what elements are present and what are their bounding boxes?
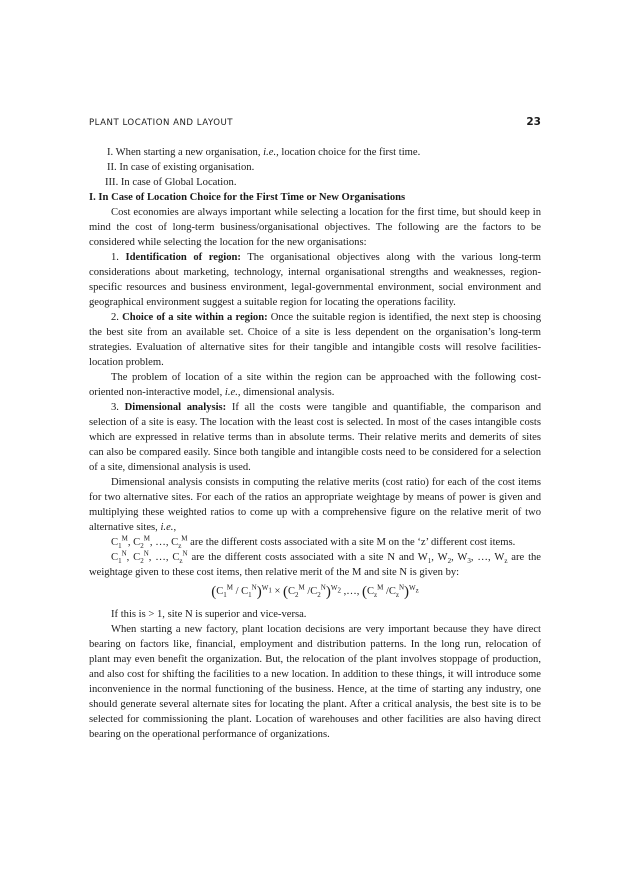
paragraph-final: When starting a new factory, plant location decisions are very important because they have direct bearing on factors like, financial, employment and distribution patterns. In the long run, relocation of plant may even benefit the organization. But, the relocation of the plant involves stoppage of production, and also cost for shifting the facilities to a new location. In addition to these things, it will introduce some inconvenience in the normal functioning of the business. Hence, at the time of starting any industry, one should generate several alternate sites for locating the plant. After a critical analysis, the best site is to be selected for commissioning the plant. Location of warehouses and other facilities are also having direct bearing on the operational performance of organizations. [89,624,541,740]
page-content [89,115,541,742]
paragraph-cost-m: $C_1^M$, $C_2^M$, …, $C_z^M$ are the different costs associated with a site M on the ‘z’ different cost items. [111,534,516,551]
list-item: I. When starting a new organisation, i.e., location choice for the first time. [107,147,421,158]
running-header [89,115,541,131]
case-list [89,145,541,190]
paragraph-problem: The problem of location of a site within the region can be approached with the following cost-oriented non-interactive model, i.e., dimensional analysis. [89,372,541,398]
list-item: III. In case of Global Location. [105,177,237,188]
paragraph-cost-n: $C_1^N$, $C_2^N$, …, $C_z^N$ are the different costs associated with a site N and $W_1$, $W_2$, $W_3$, …, $W_z$ are the weightage given to these cost items, then relative merit of the M and site N is given by: [89,549,542,578]
paragraph-dimensional: 3. Dimensional analysis: If all the costs were tangible and quantifiable, the comparison and selection of a site is easy. The location with the least cost is selected. In most of the cases intangible costs which are expressed in relative terms than in absolute terms. Their relative merits and demerits of sites can also be compared easily. Since both tangible and intangible costs need to be considered for a selection of a site, dimensional analysis is used. [89,402,541,473]
intro-paragraph: Cost economies are always important while selecting a location for the first time, but should keep in mind the cost of long-term business/organisational objectives. The following are the factors to be considered while selecting the location for the new organisations: [89,207,541,248]
page-number: 23 [526,116,541,128]
section-heading: I. In Case of Location Choice for the First Time or New Organisations [89,192,406,203]
paragraph-site: 2. Choice of a site within a region: Once the suitable region is identified, the next step is choosing the best site from an available set. Choice of a site is less dependent on the organisation’s long-term strategies. Evaluation of alternative sites for their tangible and intangible costs will resolve facilities-location problem. [89,312,542,368]
list-item: II. In case of existing organisation. [107,162,255,173]
paragraph-dimensional-analysis: Dimensional analysis consists in computing the relative merits (cost ratio) for each of the cost items for two alternative sites. For each of the ratios an appropriate weightage by means of power is given and multiplying these weighted ratios to come up with a comprehensive figure on the relative merit of two alternative sites, i.e., [89,477,541,533]
paragraph-if: If this is > 1, site N is superior and vice-versa. [111,609,307,620]
running-title: PLANT LOCATION AND LAYOUT [89,118,234,128]
relative-merit-formula: $(C_1^M / C_1^N)^{W_1} \times (C_2^M$ $/C_2^N)^{W_2}$ ,…, ($C_z^M$ $/C_z^N)^{W_z}$ [211,583,419,600]
paragraph-region: 1. Identification of region: The organisational objectives along with the various long-term considerations about marketing, technology, internal organisational strengths and weaknesses, region-specific resources and business environment, legal-governmental environment, social environment and geographical environment suggest a suitable region for locating the operations facility. [89,252,542,308]
